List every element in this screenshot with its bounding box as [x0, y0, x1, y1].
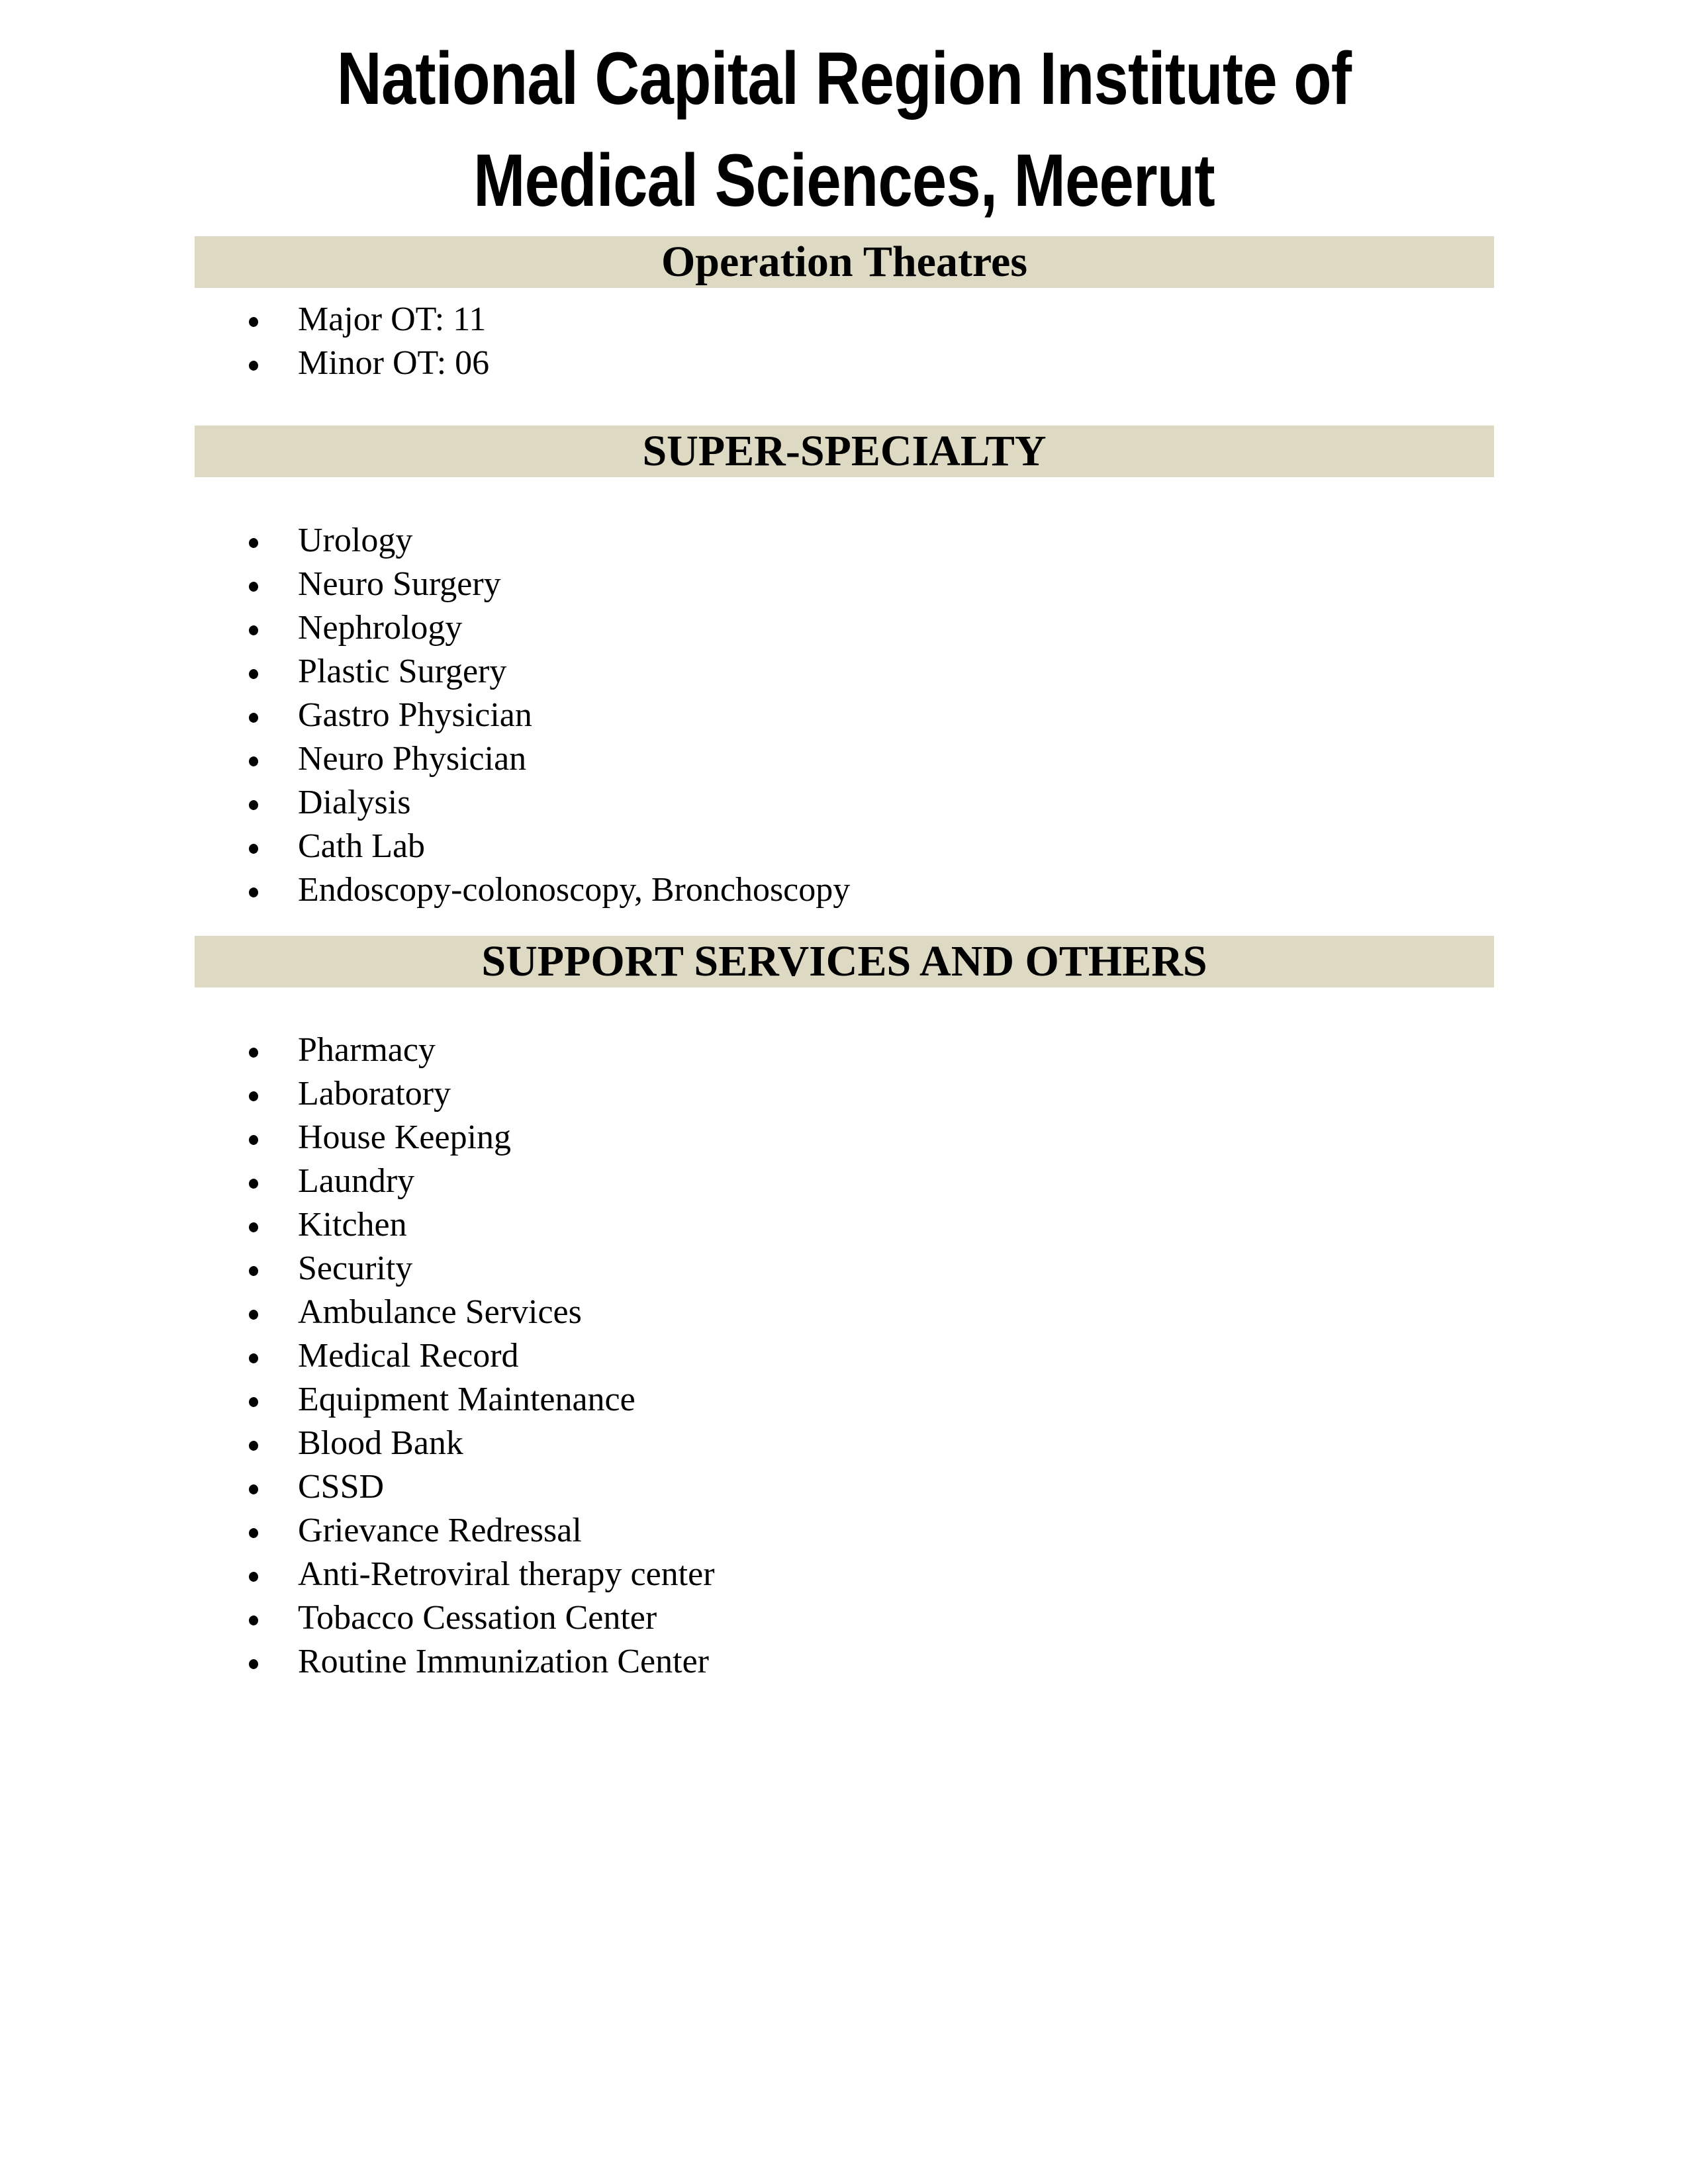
- list-item-text: Minor OT: 06: [298, 344, 490, 382]
- list-item: [195, 1640, 1494, 1684]
- bullet-icon: [249, 1222, 258, 1232]
- bullet-icon: [249, 1179, 258, 1189]
- list-item: [195, 1422, 1494, 1465]
- bullet-icon: [249, 1091, 258, 1101]
- page-title-line-1: National Capital Region Institute of: [336, 37, 1352, 120]
- list-item-text: Security: [298, 1250, 413, 1287]
- page-title: [0, 0, 1688, 232]
- list-item-text: Kitchen: [298, 1206, 407, 1244]
- list-item: [195, 1291, 1494, 1334]
- list-item: [195, 1378, 1494, 1422]
- list-item: [195, 650, 1494, 694]
- list-item-text: Tobacco Cessation Center: [298, 1599, 657, 1637]
- section-heading-operation-theatres: Operation Theatres: [195, 236, 1494, 288]
- bullet-icon: [249, 1615, 258, 1625]
- list-item-text: Neuro Physician: [298, 740, 527, 778]
- super-specialty-list: [195, 519, 1494, 912]
- list-item: [195, 1203, 1494, 1247]
- bullet-icon: [249, 1572, 258, 1582]
- list-item: [195, 781, 1494, 825]
- bullet-icon: [249, 887, 258, 897]
- bullet-icon: [249, 1048, 258, 1058]
- list-item: [195, 737, 1494, 781]
- list-item: [195, 1465, 1494, 1509]
- list-item-text: Urology: [298, 522, 413, 559]
- bullet-icon: [249, 756, 258, 766]
- bullet-icon: [249, 1310, 258, 1320]
- list-item-text: Major OT: 11: [298, 300, 487, 338]
- list-item: [195, 341, 1494, 385]
- list-item-text: Equipment Maintenance: [298, 1381, 635, 1418]
- bullet-icon: [249, 582, 258, 592]
- list-item: [195, 1160, 1494, 1203]
- operation-theatres-list: [195, 298, 1494, 385]
- list-item-text: Blood Bank: [298, 1424, 463, 1462]
- bullet-icon: [249, 1266, 258, 1276]
- bullet-icon: [249, 800, 258, 810]
- bullet-icon: [249, 713, 258, 723]
- bullet-icon: [249, 1484, 258, 1494]
- list-item: [195, 519, 1494, 563]
- list-item-text: CSSD: [298, 1468, 385, 1506]
- bullet-icon: [249, 1528, 258, 1538]
- list-item: [195, 1596, 1494, 1640]
- section-heading-support-services: SUPPORT SERVICES AND OTHERS: [195, 936, 1494, 987]
- document-content: [195, 236, 1494, 1684]
- list-item-text: Anti-Retroviral therapy center: [298, 1555, 715, 1593]
- list-item-text: Plastic Surgery: [298, 653, 507, 690]
- list-item: [195, 606, 1494, 650]
- list-item: [195, 563, 1494, 606]
- list-item-text: Medical Record: [298, 1337, 519, 1375]
- bullet-icon: [249, 669, 258, 679]
- list-item-text: Gastro Physician: [298, 696, 532, 734]
- bullet-icon: [249, 1441, 258, 1451]
- list-item: [195, 1509, 1494, 1553]
- list-item-text: Laboratory: [298, 1075, 451, 1113]
- list-item: [195, 1116, 1494, 1160]
- list-item: [195, 1247, 1494, 1291]
- page-title-line-2: Medical Sciences, Meerut: [473, 139, 1215, 222]
- list-item-text: Laundry: [298, 1162, 415, 1200]
- section-heading-super-specialty: SUPER-SPECIALTY: [195, 426, 1494, 477]
- bullet-icon: [249, 1135, 258, 1145]
- list-item-text: Neuro Surgery: [298, 565, 501, 603]
- list-item: [195, 694, 1494, 737]
- list-item-text: Dialysis: [298, 784, 411, 821]
- bullet-icon: [249, 1353, 258, 1363]
- list-item: [195, 825, 1494, 868]
- support-services-list: [195, 1028, 1494, 1684]
- list-item: [195, 868, 1494, 912]
- list-item-text: Pharmacy: [298, 1031, 436, 1069]
- list-item: [195, 1028, 1494, 1072]
- bullet-icon: [249, 844, 258, 854]
- list-item-text: Cath Lab: [298, 827, 426, 865]
- list-item-text: Routine Immunization Center: [298, 1643, 709, 1680]
- list-item: [195, 1334, 1494, 1378]
- list-item-text: Nephrology: [298, 609, 463, 647]
- list-item-text: Endoscopy-colonoscopy, Bronchoscopy: [298, 871, 851, 909]
- bullet-icon: [249, 625, 258, 635]
- list-item: [195, 298, 1494, 341]
- bullet-icon: [249, 1659, 258, 1669]
- bullet-icon: [249, 361, 258, 371]
- bullet-icon: [249, 1397, 258, 1407]
- list-item-text: Grievance Redressal: [298, 1512, 582, 1549]
- bullet-icon: [249, 538, 258, 548]
- list-item: [195, 1072, 1494, 1116]
- bullet-icon: [249, 317, 258, 327]
- list-item: [195, 1553, 1494, 1596]
- list-item-text: House Keeping: [298, 1118, 512, 1156]
- list-item-text: Ambulance Services: [298, 1293, 582, 1331]
